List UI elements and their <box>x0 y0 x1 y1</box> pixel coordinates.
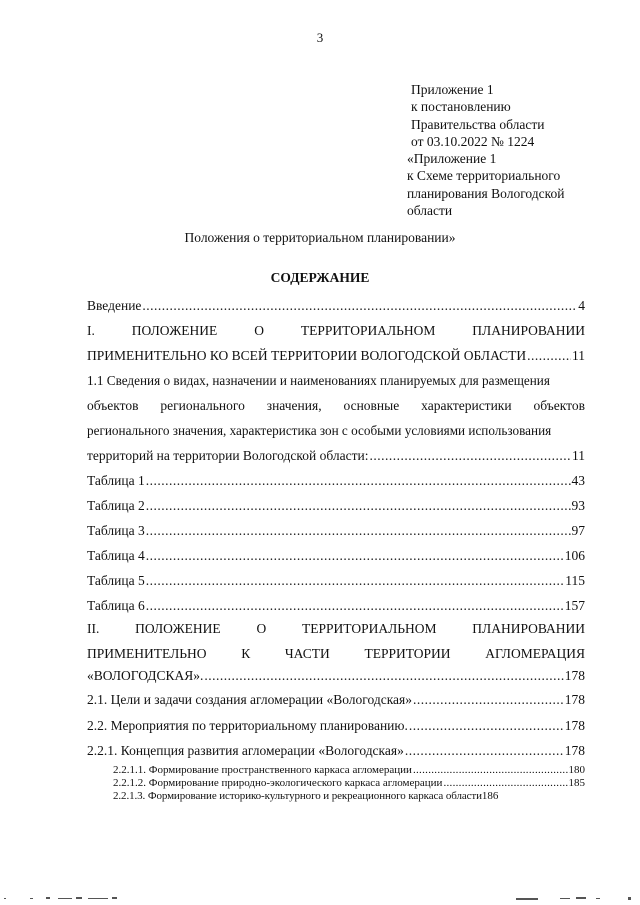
toc-entry-table-2[interactable] <box>87 498 585 516</box>
toc-word: ПЛАНИРОВАНИИ <box>472 621 586 636</box>
toc-entry-label: 2.2.1.1. Формирование пространственного каркаса агломерации <box>113 764 412 776</box>
toc-subentry-2-2-1-3[interactable] <box>113 790 585 804</box>
toc-entry-label: Таблица 6 <box>87 598 145 613</box>
toc-entry-label: 1.1 Сведения о видах, назначении и наименованиях планируемых для размещения <box>87 373 550 388</box>
toc-entry-label: Таблица 1 <box>87 473 145 488</box>
scan-artifact <box>0 896 640 902</box>
toc-word: ТЕРРИТОРИАЛЬНОМ <box>302 621 437 636</box>
toc-word: ТЕРРИТОРИАЛЬНОМ <box>300 323 436 338</box>
toc-entry-label: 2.1. Цели и задачи создания агломерации «Вологодская» <box>87 692 413 707</box>
toc-section1-1-line1[interactable] <box>87 373 585 391</box>
toc-leader-dots <box>527 348 571 364</box>
toc-word: ПОЛОЖЕНИЕ <box>131 323 218 338</box>
toc-word: К <box>241 646 251 661</box>
toc-leader-dots <box>413 764 568 776</box>
toc-word: значения, <box>266 398 322 413</box>
toc-entry-label: регионального значения, характеристика зон с особыми условиями использования <box>87 423 552 438</box>
toc-leader-dots <box>146 473 571 489</box>
toc-entry-page: 11 <box>572 448 585 463</box>
toc-entry-page: 4 <box>578 298 585 313</box>
toc-leader-dots <box>443 777 567 789</box>
toc-entry-table-3[interactable] <box>87 523 585 541</box>
appendix-line: «Приложение 1 <box>407 151 497 167</box>
toc-entry-label: Таблица 5 <box>87 573 145 588</box>
toc-entry-2-2[interactable] <box>87 718 585 736</box>
toc-entry-page: 97 <box>571 523 585 538</box>
toc-entry-label: ПРИМЕНИТЕЛЬНО КО ВСЕЙ ТЕРРИТОРИИ ВОЛОГОДСКОЙ ОБЛАСТИ <box>87 348 527 363</box>
toc-section2-line2[interactable] <box>87 646 585 664</box>
toc-leader-dots <box>146 523 571 539</box>
toc-section1-line1[interactable] <box>87 323 585 341</box>
toc-entry-page: 11 <box>572 348 585 363</box>
toc-entry-table-1[interactable] <box>87 473 585 491</box>
toc-subentry-2-2-1-1[interactable] <box>113 764 585 778</box>
toc-leader-dots <box>146 498 571 514</box>
appendix-line: Правительства области <box>411 116 545 132</box>
toc-leader-dots <box>146 598 564 614</box>
appendix-line: к постановлению <box>411 99 511 115</box>
toc-word: ПЛАНИРОВАНИИ <box>472 323 586 338</box>
toc-word: основные <box>343 398 400 413</box>
toc-entry-page: 178 <box>564 692 585 707</box>
appendix-line: от 03.10.2022 № 1224 <box>411 133 535 149</box>
appendix-line: планирования Вологодской <box>407 185 565 201</box>
toc-leader-dots <box>146 548 564 564</box>
toc-entry-page: 157 <box>564 598 585 613</box>
toc-word: О <box>256 621 267 636</box>
toc-section1-1-line2[interactable] <box>87 398 585 416</box>
toc-section2-line1[interactable] <box>87 621 585 639</box>
toc-leader-dots <box>409 718 564 734</box>
toc-leader-dots <box>370 448 571 464</box>
toc-entry-page: 178 <box>564 718 585 733</box>
toc-section1-line2[interactable] <box>87 348 585 366</box>
toc-entry-label: 2.2. Мероприятия по территориальному планированию. <box>87 718 408 733</box>
toc-entry-page: 185 <box>568 777 585 789</box>
toc-word: II. <box>87 621 100 636</box>
toc-entry-page: 93 <box>571 498 585 513</box>
contents-title: СОДЕРЖАНИЕ <box>270 270 370 285</box>
toc-entry-label: территорий на территории Вологодской области: <box>87 448 369 463</box>
toc-subentry-2-2-1-2[interactable] <box>113 777 585 791</box>
toc-entry-table-5[interactable] <box>87 573 585 591</box>
toc-entry-label: Таблица 4 <box>87 548 145 563</box>
toc-entry-intro[interactable] <box>87 298 585 316</box>
toc-entry-page: 186 <box>481 790 499 802</box>
toc-word: ЧАСТИ <box>284 646 330 661</box>
toc-word: АГЛОМЕРАЦИЯ <box>485 646 585 661</box>
toc-word: ПРИМЕНИТЕЛЬНО <box>87 646 207 661</box>
appendix-line: Приложение 1 <box>411 82 494 97</box>
toc-entry-page: 43 <box>571 473 585 488</box>
document-heading: Положения о территориальном планировании» <box>184 230 456 245</box>
toc-entry-label: Таблица 2 <box>87 498 145 513</box>
toc-leader-dots <box>413 692 564 708</box>
toc-section2-line3[interactable] <box>87 668 585 686</box>
toc-entry-label: Введение <box>87 298 142 313</box>
toc-section1-1-line4[interactable] <box>87 448 585 466</box>
appendix-line: к Схеме территориального <box>407 168 561 184</box>
toc-leader-dots <box>142 298 577 314</box>
toc-leader-dots <box>405 743 564 759</box>
appendix-block <box>407 81 564 219</box>
toc-word: ТЕРРИТОРИИ <box>364 646 451 661</box>
toc-section1-1-line3[interactable] <box>87 423 585 441</box>
toc-entry-label: Таблица 3 <box>87 523 145 538</box>
toc-entry-label: 2.2.1.2. Формирование природно-экологического каркаса агломерации <box>113 777 443 789</box>
toc-entry-page: 178 <box>564 743 585 758</box>
toc-word: характеристики <box>421 398 512 413</box>
toc-entry-2-1[interactable] <box>87 692 585 710</box>
appendix-line: области <box>407 203 453 219</box>
toc-entry-2-2-1[interactable] <box>87 743 585 761</box>
toc-word: О <box>254 323 264 338</box>
toc-entry-label: 2.2.1.3. Формирование историко-культурного и рекреационного каркаса области <box>113 790 482 802</box>
toc-word: I. <box>87 323 95 338</box>
toc-leader-dots <box>204 668 563 684</box>
toc-entry-page: 115 <box>565 573 585 588</box>
toc-entry-page: 178 <box>564 668 585 683</box>
toc-word: объектов <box>533 398 585 413</box>
toc-entry-table-4[interactable] <box>87 548 585 566</box>
toc-entry-page: 106 <box>564 548 585 563</box>
toc-leader-dots <box>146 573 565 589</box>
toc-word: ПОЛОЖЕНИЕ <box>135 621 221 636</box>
toc-entry-label: 2.2.1. Концепция развития агломерации «Вологодская» <box>87 743 404 758</box>
page-number: 3 <box>316 30 324 45</box>
toc-entry-table-6[interactable] <box>87 598 585 616</box>
toc-entry-label: «ВОЛОГОДСКАЯ». <box>87 668 204 683</box>
toc-entry-page: 180 <box>568 764 585 776</box>
toc-word: объектов <box>87 398 139 413</box>
toc-word: регионального <box>160 398 245 413</box>
